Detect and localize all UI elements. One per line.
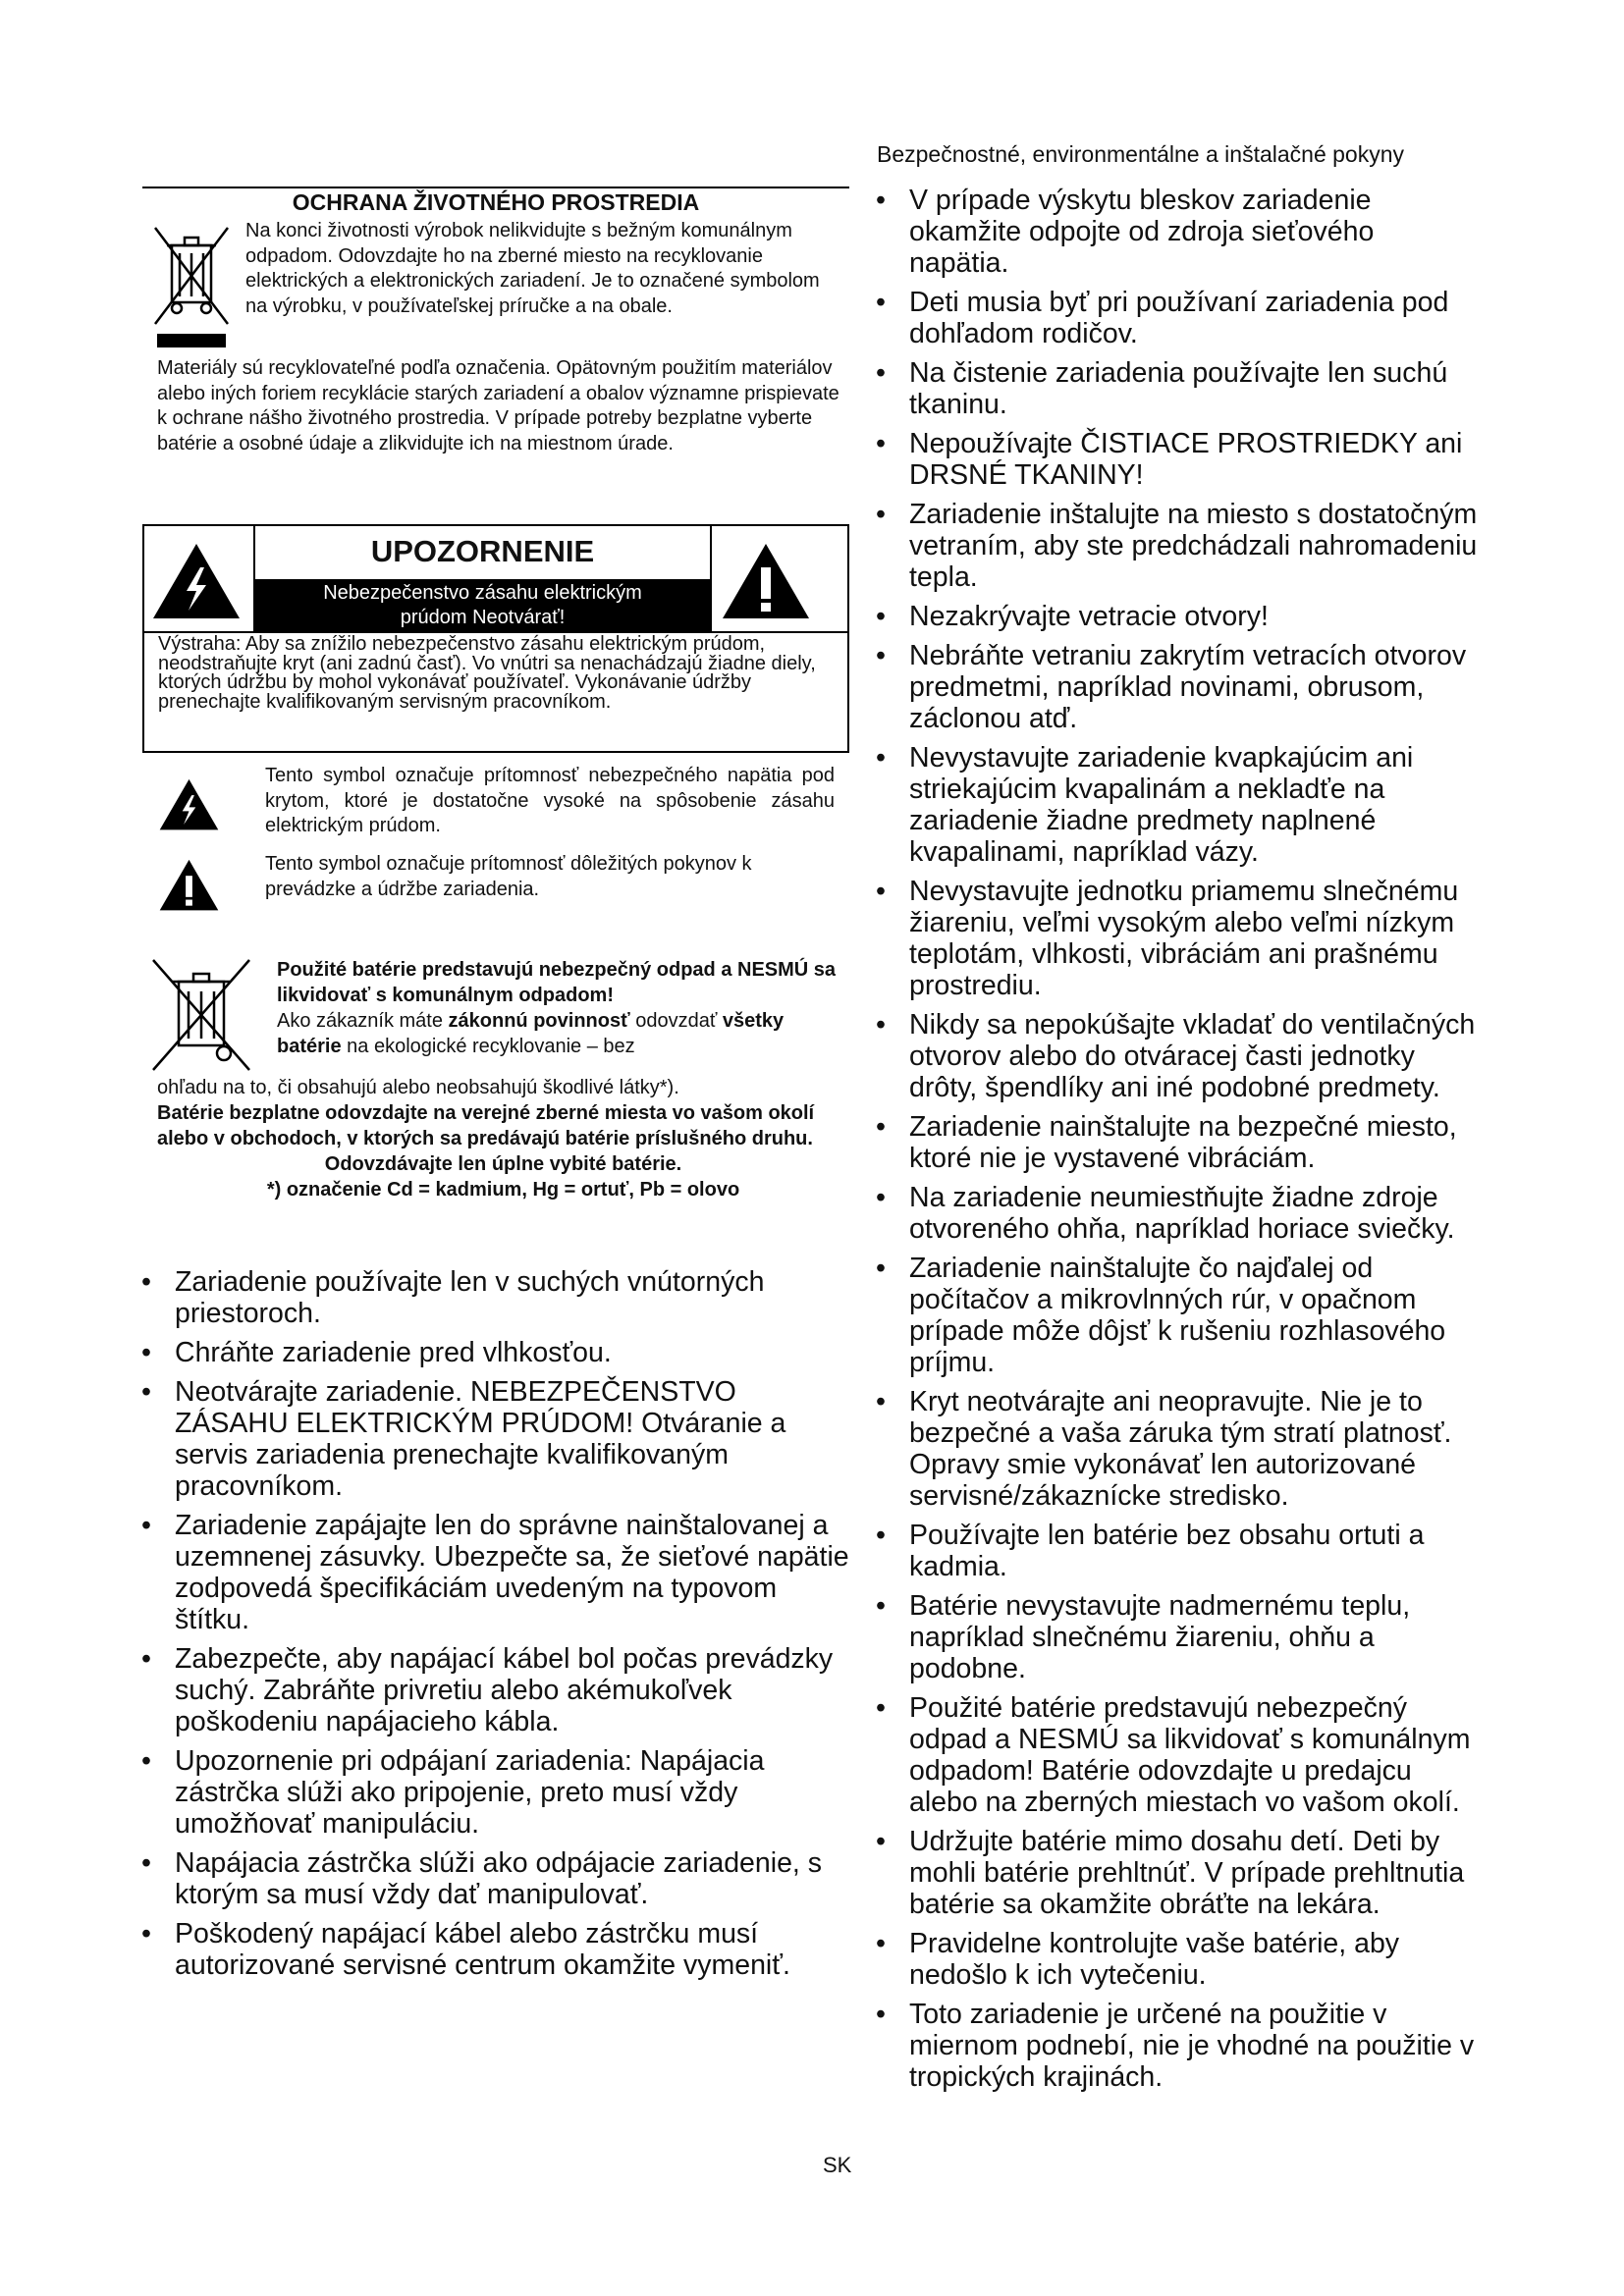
list-item: • Zariadenie používajte len v suchých vnútorných priestoroch.	[137, 1266, 854, 1329]
list-item: • Nezakrývajte vetracie otvory!	[872, 601, 1481, 632]
battery-duty-line	[277, 1008, 846, 1059]
page-number: SK	[823, 2153, 852, 2177]
list-item: • Kryt neotvárajte ani neopravujte. Nie je to bezpečné a vaša záruka tým stratí platnosť. Opravy smie vykonávať len autorizované servisné/zákaznícke stredisko.	[872, 1386, 1481, 1512]
list-item: • Udržujte batérie mimo dosahu detí. Deti by mohli batérie prehltnúť. V prípade prehltnutia batérie sa okamžite obráťte na lekára.	[872, 1826, 1481, 1920]
list-item: • Chráňte zariadenie pred vlhkosťou.	[137, 1337, 854, 1368]
list-item: • Zariadenie nainštalujte čo najďalej od počítačov a mikrovlnných rúr, v opačnom prípade môže dôjsť k rušeniu rozhlasového príjmu.	[872, 1253, 1481, 1378]
list-item: • Zariadenie inštalujte na miesto s dostatočným vetraním, aby ste predchádzali nahromadeniu tepla.	[872, 499, 1481, 593]
battery-substance-line: ohľadu na to, či obsahujú alebo neobsahujú škodlivé látky*).	[157, 1077, 679, 1098]
battery-notice-continued	[157, 1075, 849, 1202]
lightning-symbol-icon	[157, 775, 221, 834]
list-item: • Nikdy sa nepokúšajte vkladať do ventilačných otvorov alebo do otváracej časti jednotky drôty, špendlíky ani iné podobné predmety.	[872, 1009, 1481, 1103]
list-item: • Na čistenie zariadenia používajte len suchú tkaninu.	[872, 357, 1481, 420]
battery-duty-b: zákonnú povinnosť	[448, 1010, 630, 1032]
battery-return-text: Batérie bezplatne odovzdajte na verejné zberné miesta vo vašom okolí alebo v obchodoch, v ktorých sa predávajú batérie príslušného druhu.	[157, 1102, 815, 1149]
battery-duty-d: všetky batérie	[277, 1010, 785, 1057]
list-item: • V prípade výskytu bleskov zariadenie okamžite odpojte od zdroja sieťového napätia.	[872, 185, 1481, 279]
list-item: • Upozornenie pri odpájaní zariadenia: Napájacia zástrčka slúži ako pripojenie, preto musí vždy umožňovať manipuláciu.	[137, 1745, 854, 1840]
battery-discharged-text: Odovzdávajte len úplne vybité batérie.	[324, 1153, 682, 1175]
weee-black-bar	[157, 334, 226, 347]
battery-bold-warning: Použité batérie predstavujú nebezpečný odpad a NESMÚ sa likvidovať s komunálnym odpadom!	[277, 959, 837, 1006]
list-item: • Deti musia byť pri používaní zariadenia pod dohľadom rodičov.	[872, 287, 1481, 349]
list-item: • Pravidelne kontrolujte vaše batérie, aby nedošlo k ich vytečeniu.	[872, 1928, 1481, 1991]
battery-duty-c: odovzdať	[629, 1010, 723, 1032]
list-item: • Nevystavujte jednotku priamemu slnečnému žiareniu, veľmi vysokým alebo veľmi nízkym teplotám, vlhkosti, vibráciám ani prašnému prostrediu.	[872, 876, 1481, 1001]
list-item: • Použité batérie predstavujú nebezpečný odpad a NESMÚ sa likvidovať s komunálnym odpadom! Batérie odovzdajte u predajcu alebo na zberných miestach vo vašom okolí.	[872, 1692, 1481, 1818]
exclamation-warning-icon	[719, 540, 813, 623]
battery-weee-bin-icon	[147, 952, 255, 1075]
battery-duty-e: na ekologické recyklovanie – bez	[341, 1036, 635, 1057]
list-item: • Na zariadenie neumiestňujte žiadne zdroje otvoreného ohňa, napríklad horiace sviečky.	[872, 1182, 1481, 1245]
list-item: • Batérie nevystavujte nadmernému teplu, napríklad slnečnému žiareniu, ohňu a podobne.	[872, 1590, 1481, 1684]
warning-divider-right	[710, 524, 712, 633]
battery-footnote: *) označenie Cd = kadmium, Hg = ortuť, Pb = olovo	[266, 1179, 740, 1201]
list-item: • Zabezpečte, aby napájací kábel bol počas prevádzky suchý. Zabráňte privretiu alebo akémukoľvek poškodeniu napájacieho kábla.	[137, 1643, 854, 1737]
list-item: • Nevystavujte zariadenie kvapkajúcim ani striekajúcim kvapalinám a nekladťe na zariadenie žiadne predmety naplnené kvapalinami, napríklad vázy.	[872, 742, 1481, 868]
battery-notice	[277, 957, 846, 1059]
warning-text: Výstraha: Aby sa znížilo nebezpečenstvo zásahu elektrickým prúdom, neodstraňujte kryt (ani zadnú časť). Vo vnútri sa nenachádzajú žiadne diely, ktorých údržbu by mohol vykonávať používateľ. Vykonávanie údržby prenechajte kvalifikovaným servisným pracovníkom.	[142, 633, 849, 753]
env-top-rule	[142, 187, 849, 188]
warning-subtitle-line1: Nebezpečenstvo zásahu elektrickým	[323, 582, 642, 604]
list-item: • Zariadenie nainštalujte na bezpečné miesto, ktoré nie je vystavené vibráciám.	[872, 1111, 1481, 1174]
exclamation-symbol-icon	[157, 856, 221, 915]
battery-duty-a: Ako zákazník máte	[277, 1010, 449, 1032]
list-item: • Neotvárajte zariadenie. NEBEZPEČENSTVO ZÁSAHU ELEKTRICKÝM PRÚDOM! Otváranie a servis zariadenia prenechajte kvalifikovaným pracovníkom.	[137, 1376, 854, 1502]
warning-subtitle	[255, 581, 710, 630]
list-item: • Nebráňte vetraniu zakrytím vetracích otvorov predmetmi, napríklad novinami, obrusom, záclonou atď.	[872, 640, 1481, 734]
env-body-text: Materiály sú recyklovateľné podľa označenia. Opätovným použitím materiálov alebo iných foriem recyklácie starých zariadení a obalov významne prispievate k ochrane nášho životného prostredia. V prípade potreby bezplatne vyberte batérie a osobné údaje a zlikvidujte ich na miestnom úrade.	[157, 357, 839, 454]
weee-bin-icon	[147, 218, 236, 331]
exclamation-symbol-text: Tento symbol označuje prítomnosť dôležitých pokynov k prevádzke a údržbe zariadenia.	[265, 853, 752, 900]
list-item: • Nepoužívajte ČISTIACE PROSTRIEDKY ani DRSNÉ TKANINY!	[872, 428, 1481, 491]
list-item: • Poškodený napájací kábel alebo zástrčku musí autorizované servisné centrum okamžite vymeniť.	[137, 1918, 854, 1981]
lightning-symbol-text: Tento symbol označuje prítomnosť nebezpečného napätia pod krytom, ktoré je dostatočne vysoké na spôsobenie zásahu elektrickým prúdom.	[265, 765, 835, 836]
left-safety-list	[137, 1266, 854, 1989]
warning-subtitle-line2: prúdom Neotvárať!	[400, 607, 566, 628]
list-item: • Toto zariadenie je určené na použitie v miernom podnebí, nie je vhodné na použitie v tropických krajinách.	[872, 1999, 1481, 2093]
list-item: • Používajte len batérie bez obsahu ortuti a kadmia.	[872, 1520, 1481, 1582]
list-item: • Zariadenie zapájajte len do správne nainštalovanej a uzemnenej zásuvky. Ubezpečte sa, že sieťové napätie zodpovedá špecifikáciám uvedeným na typovom štítku.	[137, 1510, 854, 1635]
env-title: OCHRANA ŽIVOTNÉHO PROSTREDIA	[292, 189, 700, 215]
lightning-warning-icon	[149, 540, 244, 623]
warning-title: UPOZORNENIE	[370, 534, 595, 568]
list-item: • Napájacia zástrčka slúži ako odpájacie zariadenie, s ktorým sa musí vždy dať manipulovať.	[137, 1847, 854, 1910]
env-intro-text: Na konci životnosti výrobok nelikvidujte s bežným komunálnym odpadom. Odovzdajte ho na zberné miesto na recyklovanie elektrických a elektronických zariadení. Je to označené symbolom na výrobku, v používateľskej príručke a na obale.	[245, 220, 820, 317]
page-header: Bezpečnostné, environmentálne a inštalačné pokyny	[877, 141, 1405, 167]
right-safety-list	[872, 185, 1481, 2101]
